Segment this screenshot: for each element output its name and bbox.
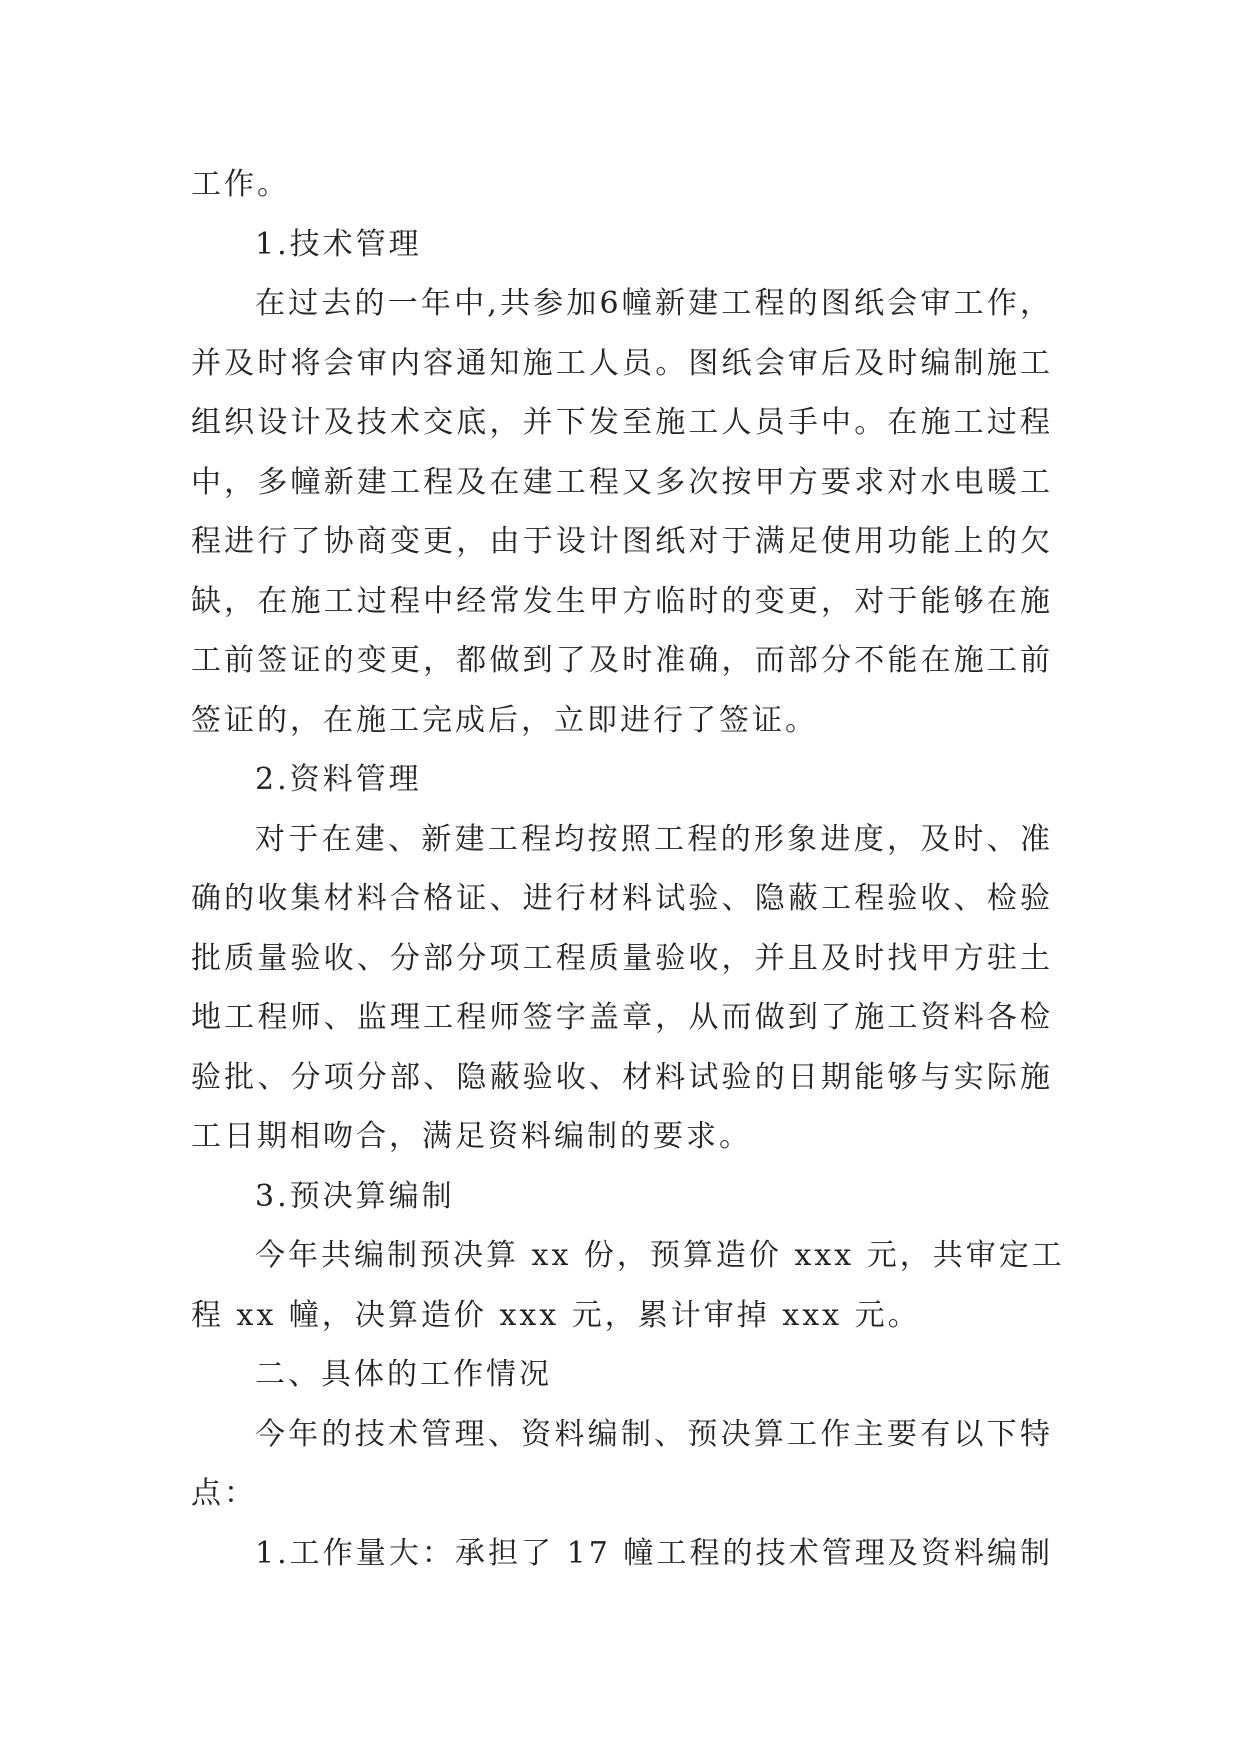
paragraph-line: 签证的，在施工完成后，立即进行了签证。	[191, 702, 818, 738]
paragraph-line: 工作。	[191, 167, 290, 202]
paragraph-line: 在过去的一年中,共参加6幢新建工程的图纸会审工作，	[255, 286, 1053, 321]
section-heading-technical-management: 1.技术管理	[255, 226, 422, 262]
paragraph-line: 中，多幢新建工程及在建工程又多次按甲方要求对水电暖工	[191, 464, 1053, 500]
paragraph-line: 组织设计及技术交底，并下发至施工人员手中。在施工过程	[191, 405, 1053, 440]
paragraph-line: 1.工作量大：承担了 17 幢工程的技术管理及资料编制	[255, 1535, 1053, 1571]
paragraph-line: 程 xx 幢，决算造价 xxx 元，累计审掉 xxx 元。	[191, 1297, 921, 1333]
paragraph-line: 今年共编制预决算 xx 份，预算造价 xxx 元，共审定工	[255, 1238, 1065, 1273]
section-heading-document-management: 2.资料管理	[255, 762, 422, 797]
paragraph-line: 并及时将会审内容通知施工人员。图纸会审后及时编制施工	[191, 345, 1053, 381]
document-body	[191, 155, 1065, 1583]
paragraph-line: 批质量验收、分部分项工程质量验收，并且及时找甲方驻土	[191, 940, 1053, 976]
paragraph-line: 地工程师、监理工程师签字盖章，从而做到了施工资料各检	[191, 1000, 1053, 1035]
paragraph-line: 验批、分项分部、隐蔽验收、材料试验的日期能够与实际施	[191, 1059, 1053, 1095]
paragraph-line: 确的收集材料合格证、进行材料试验、隐蔽工程验收、检验	[191, 881, 1053, 916]
paragraph-line: 对于在建、新建工程均按照工程的形象进度，及时、准	[255, 821, 1053, 857]
section-heading-specific-work: 二、具体的工作情况	[255, 1357, 552, 1392]
section-heading-budget-preparation: 3.预决算编制	[255, 1178, 455, 1214]
paragraph-line: 今年的技术管理、资料编制、预决算工作主要有以下特	[255, 1416, 1053, 1452]
paragraph-line: 程进行了协商变更，由于设计图纸对于满足使用功能上的欠	[191, 524, 1053, 559]
paragraph-line: 缺，在施工过程中经常发生甲方临时的变更，对于能够在施	[191, 583, 1053, 619]
paragraph-line: 工日期相吻合，满足资料编制的要求。	[191, 1119, 752, 1154]
paragraph-line: 点：	[191, 1476, 257, 1511]
paragraph-line: 工前签证的变更，都做到了及时准确，而部分不能在施工前	[191, 643, 1053, 678]
